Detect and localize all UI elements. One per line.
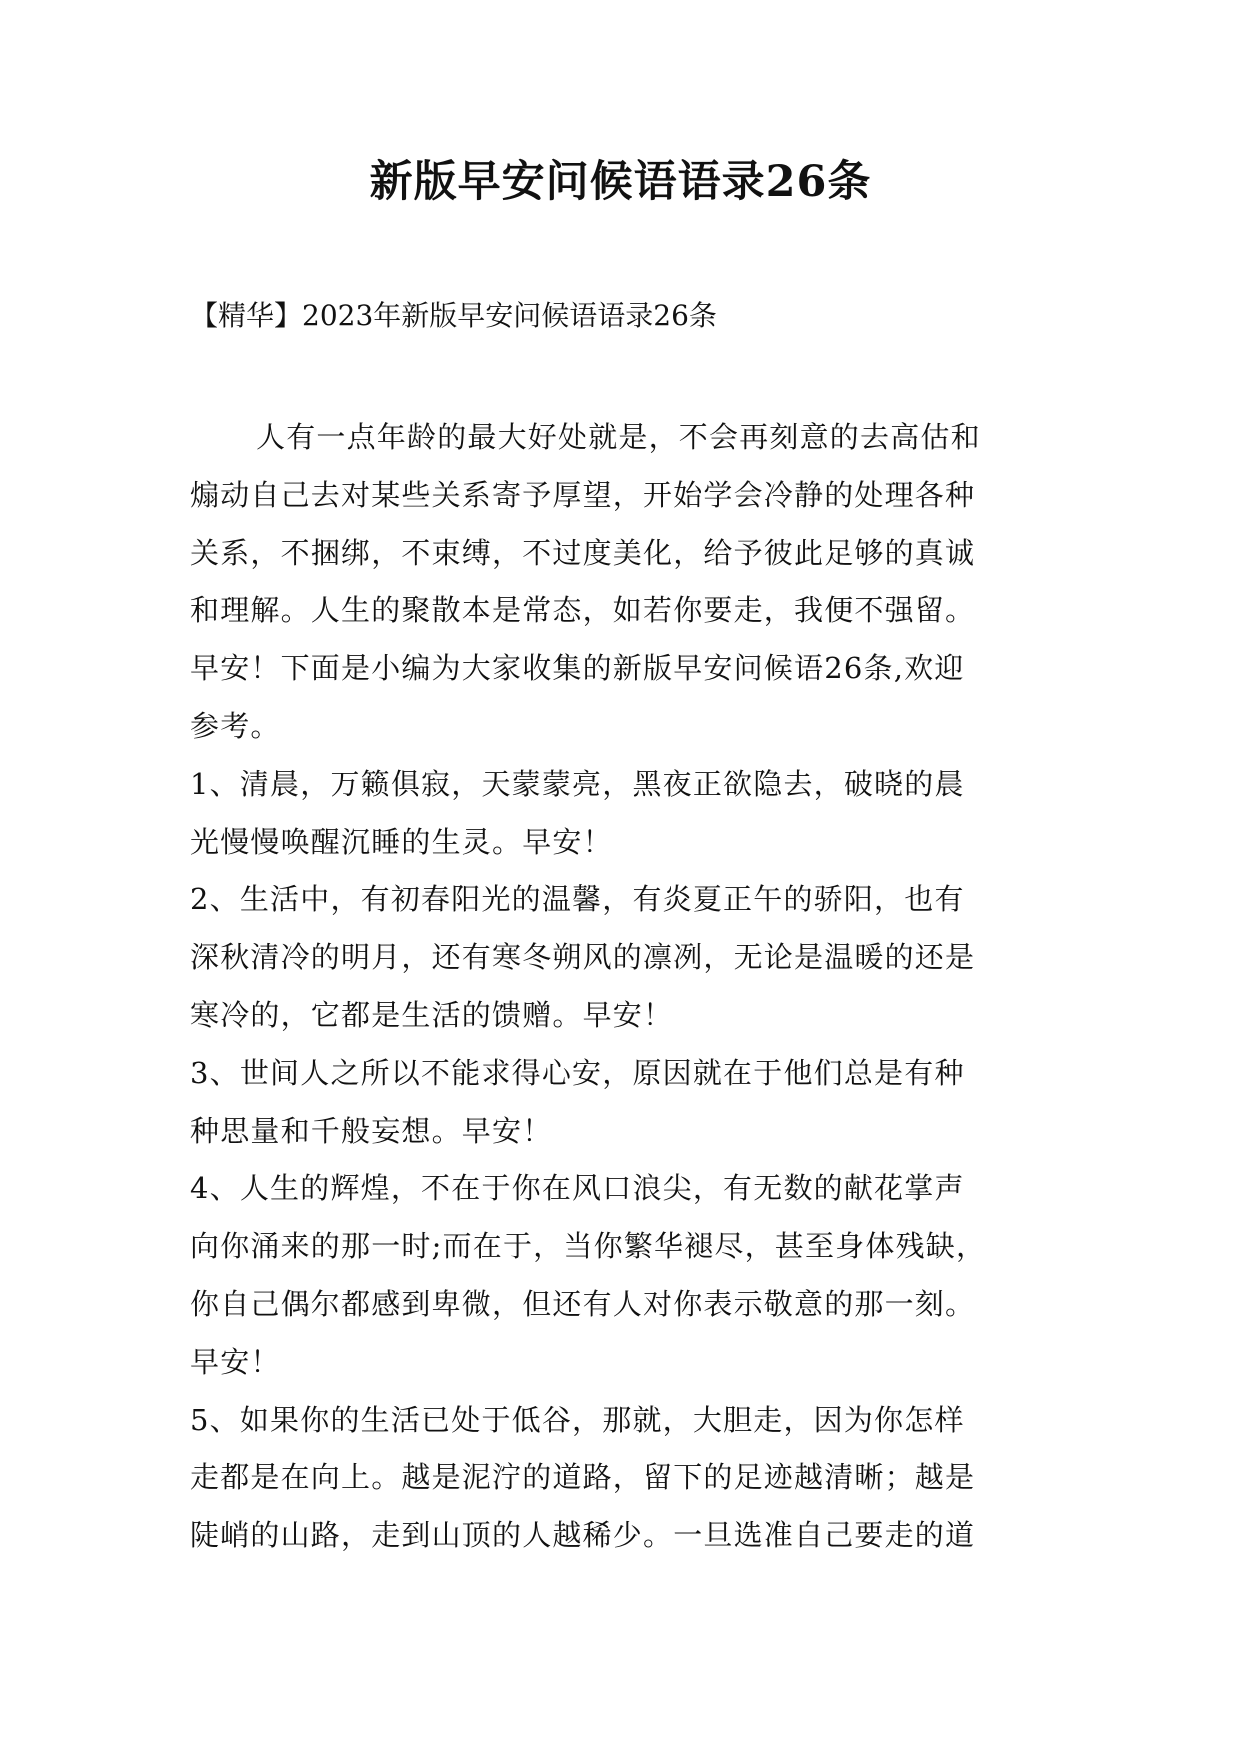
body-line: 种思量和千般妄想。早安！	[190, 1113, 553, 1148]
body-line: 3、世间人之所以不能求得心安，原因就在于他们总是有种	[190, 1055, 965, 1090]
body-line: 陡峭的山路，走到山顶的人越稀少。一旦选准自己要走的道	[190, 1518, 976, 1553]
body-line: 和理解。人生的聚散本是常态，如若你要走，我便不强留。	[190, 593, 976, 628]
body-line: 早安！下面是小编为大家收集的新版早安问候语26条,欢迎	[190, 651, 965, 686]
body-line: 5、如果你的生活已处于低谷，那就，大胆走，因为你怎样	[190, 1402, 965, 1437]
body-line: 光慢慢唤醒沉睡的生灵。早安！	[190, 824, 613, 859]
document-title: 新版早安问候语语录26条	[369, 157, 872, 207]
body-line: 人有一点年龄的最大好处就是，不会再刻意的去高估和	[256, 420, 981, 454]
body-line: 早安！	[190, 1344, 281, 1379]
body-line: 2、生活中，有初春阳光的温馨，有炎夏正午的骄阳，也有	[190, 882, 965, 917]
document-subtitle: 【精华】2023年新版早安问候语语录26条	[190, 299, 717, 332]
body-line: 走都是在向上。越是泥泞的道路，留下的足迹越清晰；越是	[190, 1460, 976, 1495]
body-line: 参考。	[190, 708, 281, 743]
body-line: 你自己偶尔都感到卑微，但还有人对你表示敬意的那一刻。	[190, 1286, 976, 1321]
body-line: 关系，不捆绑，不束缚，不过度美化，给予彼此足够的真诚	[190, 535, 976, 570]
body-line: 深秋清冷的明月，还有寒冬朔风的凛冽，无论是温暖的还是	[190, 940, 976, 975]
body-line: 向你涌来的那一时;而在于，当你繁华褪尽，甚至身体残缺，	[190, 1229, 987, 1264]
body-line: 1、清晨，万籁俱寂，天蒙蒙亮，黑夜正欲隐去，破晓的晨	[190, 766, 965, 801]
body-line: 4、人生的辉煌，不在于你在风口浪尖，有无数的献花掌声	[190, 1171, 965, 1206]
body-line: 寒冷的，它都是生活的馈赠。早安！	[190, 997, 674, 1032]
body-line: 煽动自己去对某些关系寄予厚望，开始学会冷静的处理各种	[190, 477, 976, 512]
document-body	[190, 409, 1070, 1565]
